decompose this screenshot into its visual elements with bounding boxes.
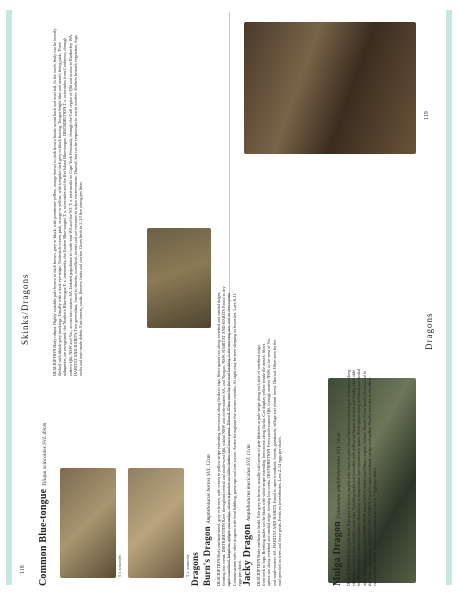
species-heading-blue-tongue [38, 423, 49, 586]
species-name: Burn's Dragon [202, 526, 212, 586]
photo-caption-b: T. s. intermedia [186, 554, 190, 577]
section-heading-dragons: Dragons [190, 552, 200, 586]
mulga-dragon-photo [244, 22, 416, 154]
species-name: Jacky Dragon [242, 523, 253, 586]
species-description-mulga-dragon: DESCRIPTION Body highly built. Pale grey to brown, usually with series of paler broad blotches coalescing to form band along either side of spine from shoulder on to hips. Breeding males and juveniles with yellow suffusion on throat and flanks, often able to alter intensity of colour and pattern, depending on temperature and reproductive status. Short spines along vertebral and medial ridge forming low crests. DISTRIBUTION Inland WA Goldfield and Pilbara region, Gibson Desert, Great Sandy, Kanjini and in the south as Kalgoorlie. HABITAT AND HABITS Found in open woodland, mulga and mallee. Rarely seen due to excellent camouflage. Diurnal. Feeds on invertebrates. Lays 2–7 eggs per clutch. [346, 368, 378, 586]
species-latin: Caimanops amphiboluroides SVL 10cm [337, 432, 342, 519]
blue-tongue-photo-b [128, 468, 184, 578]
blue-tongue-photo-a [60, 468, 116, 578]
species-description-jacky-dragon: DESCRIPTION Body medium in build. Pale grey to brown, usually with series of pale blotches or pale stripe along each side of vertebral ridge, from neck to hips. Breeding males can be black with white stripe extending from snout along flanks. Can display yellow inside the mouth. Short spines run along vertebral and medial ridge, forming low crests. DISTRIBUTION From south-eastern Qld, through eastern NSW, in far west of Vic. and south-eastern SA. HABITAT AND HABITS Found in open woodland, forests, grasslands, village and closed forest. Diurnal. Often seen by the road perched on trees and fence posts. Feeds on invertebrates. Lays 2–14 eggs per clutch. [256, 337, 282, 586]
left-page-number: 118 [20, 565, 26, 574]
right-page-number: 119 [424, 111, 430, 120]
species-heading-mulga-dragon [332, 432, 343, 586]
species-heading-burns-dragon [202, 454, 212, 586]
left-running-header [20, 273, 30, 345]
burns-dragon-photo [147, 228, 211, 328]
running-header-text: Skinks/Dragons [20, 273, 30, 345]
species-description-burns-dragon: DESCRIPTION Body medium-sized, grey or brown, with cream to yellow stripe extending from snout along flanks to hips. Short spines run along vertebral and medial ridges, forming low crests. DISTRIBUTION Rare, throughout central and south-west Qld, inland NSW and north-eastern SA, and Nyngan, NSW. HABITAT AND HABITS Found in dry open woodland, brigalow, gidgee and mulga, where it perches on fallen timber and fence posts. Diurnal. Often seen by the road basking in the morning sun, and on fence posts. Communicates with other dragons with head bobbing, press-ups and arm waves. Active throughout the warmer months. At night may be seen sleeping on branches. Lays 8–11 eggs per clutch. [216, 286, 242, 586]
running-header-text: Dragons [424, 312, 434, 350]
species-latin: Amphibolurus muricatus SVL 11cm [247, 444, 252, 522]
species-name: Mulga Dragon [332, 521, 343, 586]
right-running-header [424, 313, 434, 351]
species-name: Common Blue-tongue [38, 488, 49, 586]
photo-caption-a: T. s. scincoides [118, 555, 122, 577]
species-description-blue-tongue: DESCRIPTION Body robust. Highly variable; pale brown to dark brown, grey or black, with prominent yellow, orange-brown to dark brown bands across back and onto tail. In the north, body can be heavily flecked with bluish-grey markings. Usually with a dark eye-stripe. Underside cream, pink, orange or yellow, with irregular dark grey to black barring. Tongue bright blue and mouth lining pink. Three subspecies are recognised: the Northern Blue-tongue T. s. intermedia, the Eastern Blue-tongue T. s. scincoides and the Kei Island Blue-tongue. DISTRIBUTION T. s. scincoides from Cooktown, through eastern Qld, NSW and Vic., across into eastern SA. Isolated population in north-east WA and the NT. T. s. intermedia on Cape York Peninsula, through the Gulf region of Qld and across to Kimberley. WA. HABITAT AND HABITS True generalists, found in deserts, woodland, forests and are common in urban environments. Diurnal, but can be crepuscular in warm weather. Shelters beneath vegetation, logs, rocks and man-made debris. Eats insects, snails, flowers, fruits and carrion. Gives birth to 5–10 live young per litter. [52, 28, 84, 376]
species-latin: Amphibolurus burnsi SVL 12cm [207, 454, 212, 524]
right-edge-stripe [446, 10, 452, 585]
species-heading-jacky-dragon [242, 444, 253, 586]
left-edge-stripe [6, 10, 12, 585]
species-latin: Tiliqua scincoides SVL 49cm [43, 422, 48, 487]
